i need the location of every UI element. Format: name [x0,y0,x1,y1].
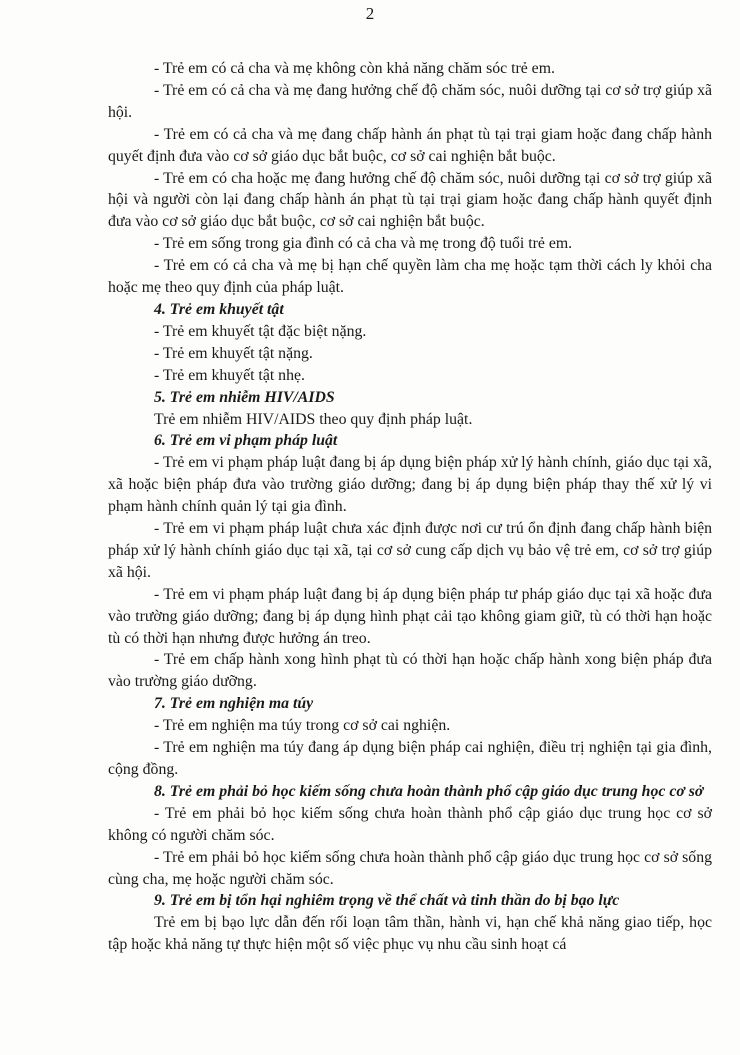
paragraph: Trẻ em bị bạo lực dẫn đến rối loạn tâm thần, hành vi, hạn chế khả năng giao tiếp, học tập hoặc khả năng tự thực hiện một số việc phục vụ nhu cầu sinh hoạt cá [108,914,712,954]
paragraph: - Trẻ em khuyết tật đặc biệt nặng. [154,322,367,340]
paragraph: - Trẻ em có cha hoặc mẹ đang hưởng chế độ chăm sóc, nuôi dưỡng tại cơ sở trợ giúp xã hội và người còn lại đang chấp hành án phạt tù tại trại giam hoặc đang chấp hành quyết định đưa vào cơ sở giáo dục bắt buộc, cơ sở cai nghiện bắt buộc. [108,169,712,231]
paragraph: - Trẻ em có cả cha và mẹ không còn khả năng chăm sóc trẻ em. [154,60,555,77]
page-number: 2 [365,4,375,23]
paragraph: - Trẻ em nghiện ma túy trong cơ sở cai nghiện. [154,717,451,735]
paragraph: - Trẻ em có cả cha và mẹ bị hạn chế quyền làm cha mẹ hoặc tạm thời cách ly khỏi cha hoặc mẹ theo quy định của pháp luật. [108,257,712,297]
body-text [108,58,712,956]
section-heading: 7. Trẻ em nghiện ma túy [154,695,314,713]
section-heading: 6. Trẻ em vi phạm pháp luật [154,432,338,450]
paragraph: - Trẻ em khuyết tật nặng. [154,344,313,362]
paragraph: - Trẻ em có cả cha và mẹ đang hưởng chế độ chăm sóc, nuôi dưỡng tại cơ sở trợ giúp xã hội. [108,81,712,121]
paragraph: - Trẻ em chấp hành xong hình phạt tù có thời hạn hoặc chấp hành xong biện pháp đưa vào trường giáo dưỡng. [108,651,712,691]
paragraph: - Trẻ em sống trong gia đình có cả cha và mẹ trong độ tuổi trẻ em. [154,235,573,253]
paragraph: - Trẻ em vi phạm pháp luật đang bị áp dụng biện pháp xử lý hành chính, giáo dục tại xã, xã hoặc biện pháp đưa vào trường giáo dưỡng; đang bị áp dụng biện pháp thay thế xử lý vi phạm hành chính quản lý tại gia đình. [108,454,712,516]
paragraph: Trẻ em nhiễm HIV/AIDS theo quy định pháp luật. [154,410,473,428]
paragraph: - Trẻ em vi phạm pháp luật chưa xác định được nơi cư trú ổn định đang chấp hành biện pháp xử lý hành chính giáo dục tại xã, tại cơ sở cung cấp dịch vụ bảo vệ trẻ em, cơ sở trợ giúp xã hội. [108,520,712,581]
paragraph: - Trẻ em vi phạm pháp luật đang bị áp dụng biện pháp tư pháp giáo dục tại xã hoặc đưa vào trường giáo dưỡng; đang bị áp dụng hình phạt cải tạo không giam giữ, tù có thời hạn hoặc tù có thời hạn nhưng được hưởng án treo. [108,585,712,647]
paragraph: - Trẻ em nghiện ma túy đang áp dụng biện pháp cai nghiện, điều trị nghiện tại gia đình, cộng đồng. [108,739,712,778]
section-heading: 8. Trẻ em phải bỏ học kiếm sống chưa hoàn thành phổ cập giáo dục trung học cơ sở [154,782,704,800]
section-heading: 5. Trẻ em nhiễm HIV/AIDS [154,388,335,406]
paragraph: - Trẻ em phải bỏ học kiếm sống chưa hoàn thành phổ cập giáo dục trung học cơ sở sống cùng cha, mẹ hoặc người chăm sóc. [108,848,712,888]
section-heading: 4. Trẻ em khuyết tật [154,300,284,318]
paragraph: - Trẻ em có cả cha và mẹ đang chấp hành án phạt tù tại trại giam hoặc đang chấp hành quyết định đưa vào cơ sở giáo dục bắt buộc, cơ sở cai nghiện bắt buộc. [108,125,712,165]
paragraph: - Trẻ em phải bỏ học kiếm sống chưa hoàn thành phổ cập giáo dục trung học cơ sở không có người chăm sóc. [108,804,712,844]
paragraph: - Trẻ em khuyết tật nhẹ. [154,366,305,384]
section-heading: 9. Trẻ em bị tổn hại nghiêm trọng về thể chất và tinh thần do bị bạo lực [154,892,620,910]
